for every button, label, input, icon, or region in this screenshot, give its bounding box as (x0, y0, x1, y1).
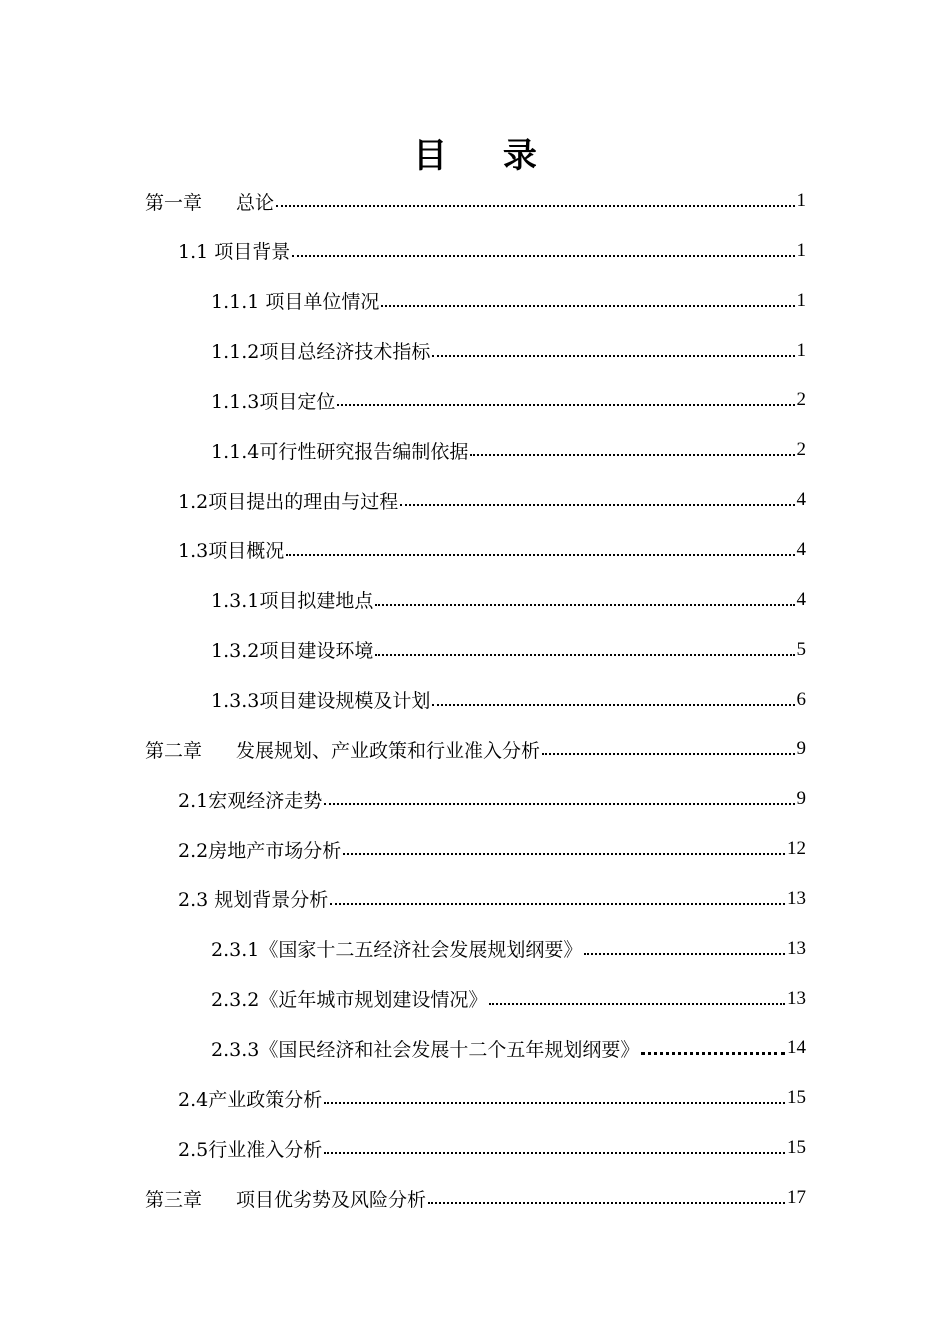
toc-entry-text: 2.3.2《近年城市规划建设情况》 (211, 989, 488, 1012)
toc-entry-text: 1.1.1 项目单位情况 (211, 291, 380, 314)
toc-page-number: 2 (796, 439, 806, 461)
toc-entry-text: 2.1宏观经济走势 (178, 789, 323, 812)
toc-entry-text: 2.5行业准入分析 (178, 1138, 323, 1161)
toc-page-number: 15 (787, 1137, 806, 1159)
toc-entry-label (178, 1085, 322, 1112)
toc-entry-text: 1.3.2项目建设环境 (211, 640, 374, 663)
toc-entry-label (211, 1035, 639, 1062)
toc-page-number: 4 (796, 538, 806, 560)
toc-entry-text: 1.1 项目背景 (178, 241, 291, 264)
toc-entry-text: 1.2项目提出的理由与过程 (178, 490, 399, 513)
toc-page-number: 9 (796, 738, 806, 760)
dot-leader (641, 1052, 785, 1055)
toc-entry-label (211, 287, 379, 314)
toc-entry-label (211, 985, 487, 1012)
toc-entry-text: 1.3项目概况 (178, 540, 285, 563)
toc-entry[interactable] (211, 625, 806, 675)
toc-entry-label (178, 536, 284, 563)
dot-leader (324, 1102, 785, 1104)
toc-entry[interactable] (178, 1073, 806, 1123)
toc-page-number: 1 (796, 190, 806, 211)
chapter-number: 第一章 (145, 191, 203, 214)
dot-leader (381, 305, 794, 307)
dot-leader (330, 903, 785, 905)
toc-entry[interactable] (211, 326, 806, 376)
toc-entry-label (178, 1135, 322, 1162)
toc-entry-text: 项目优劣势及风险分析 (236, 1188, 427, 1211)
toc-entry-text: 1.1.3项目定位 (211, 390, 336, 413)
toc-entry-text: 1.3.1项目拟建地点 (211, 590, 374, 613)
toc-entry[interactable] (145, 1173, 806, 1223)
toc-page-number: 5 (796, 638, 806, 660)
dot-leader (375, 604, 794, 606)
dot-leader (286, 554, 794, 556)
dot-leader (276, 205, 794, 207)
toc-entry[interactable] (178, 1123, 806, 1173)
toc-entry-text: 1.1.4可行性研究报告编制依据 (211, 440, 469, 463)
toc-entry-label (145, 188, 274, 215)
toc-entry-label (178, 885, 328, 912)
toc-page-number: 13 (787, 937, 806, 959)
toc-entry-text: 1.1.2项目总经济技术指标 (211, 341, 431, 364)
dot-leader (489, 1003, 785, 1005)
toc-entry[interactable] (178, 525, 806, 575)
toc-page-number: 13 (787, 987, 806, 1009)
page-title: 目 录 (413, 136, 559, 176)
dot-leader (400, 504, 794, 506)
dot-leader (343, 853, 785, 855)
toc-entry[interactable] (178, 874, 806, 924)
toc-page-number: 4 (796, 489, 806, 511)
dot-leader (324, 1152, 785, 1154)
chapter-number: 第三章 (145, 1188, 203, 1211)
chapter-number: 第二章 (145, 739, 203, 762)
toc-entry[interactable] (211, 1023, 806, 1073)
toc-entry[interactable] (211, 575, 806, 625)
toc-entry-label (211, 437, 468, 464)
toc-entry-text: 1.3.3项目建设规模及计划 (211, 690, 431, 712)
toc-entry[interactable] (211, 375, 806, 425)
toc-entry[interactable] (178, 774, 806, 824)
toc-page-number: 14 (787, 1037, 806, 1059)
toc-entry-label (145, 736, 540, 763)
dot-leader (337, 404, 794, 406)
toc-page-number: 15 (787, 1087, 806, 1109)
dot-leader (292, 255, 794, 257)
toc-entry[interactable] (178, 475, 806, 525)
toc-page-number: 13 (787, 887, 806, 909)
toc-entry[interactable] (211, 675, 806, 725)
dot-leader (470, 454, 794, 456)
dot-leader (584, 953, 785, 955)
toc-entry-text: 2.3.3《国民经济和社会发展十二个五年规划纲要》 (211, 1038, 640, 1061)
toc-entry-label (145, 1185, 426, 1212)
toc-entry[interactable] (211, 974, 806, 1024)
toc-entry-text: 2.4产业政策分析 (178, 1088, 323, 1111)
toc-entry-label (211, 686, 430, 713)
toc-entry-label (211, 387, 335, 414)
toc-entry-label (211, 337, 430, 364)
toc-page-number: 17 (787, 1187, 806, 1208)
toc-entry-label (211, 586, 373, 613)
dot-leader (375, 654, 794, 656)
toc-entry-text: 发展规划、产业政策和行业准入分析 (236, 739, 541, 762)
dot-leader (432, 704, 794, 706)
toc-entry[interactable] (145, 724, 806, 774)
toc-page-number: 9 (796, 788, 806, 810)
dot-leader (432, 355, 794, 357)
toc-entry[interactable] (211, 425, 806, 475)
toc-entry[interactable] (178, 226, 806, 276)
toc-entry[interactable] (211, 924, 806, 974)
toc-entry-text: 总论 (236, 191, 275, 214)
toc-entry-label (178, 836, 341, 863)
toc-page-number: 1 (796, 239, 806, 261)
toc-entry-label (178, 237, 290, 264)
toc-entry[interactable] (211, 276, 806, 326)
toc-entry[interactable] (145, 176, 806, 226)
dot-leader (542, 753, 794, 755)
toc-entry-label (211, 636, 373, 663)
toc-page-number: 2 (796, 389, 806, 411)
toc-entry-label (178, 487, 398, 514)
toc-entry-label (211, 935, 582, 962)
toc-entry-label (178, 786, 322, 813)
toc-page-number: 12 (787, 838, 806, 860)
toc-entry-text: 2.3.1《国家十二五经济社会发展规划纲要》 (211, 939, 583, 962)
dot-leader (428, 1202, 785, 1204)
toc-page-number: 1 (796, 289, 806, 311)
toc-page-number: 6 (796, 688, 806, 710)
dot-leader (324, 803, 794, 805)
toc-page-number: 1 (796, 339, 806, 361)
toc-entry-text: 2.3 规划背景分析 (178, 889, 329, 912)
toc-entry-text: 2.2房地产市场分析 (178, 839, 342, 862)
toc-entry[interactable] (178, 824, 806, 874)
toc-page-number: 4 (796, 588, 806, 610)
